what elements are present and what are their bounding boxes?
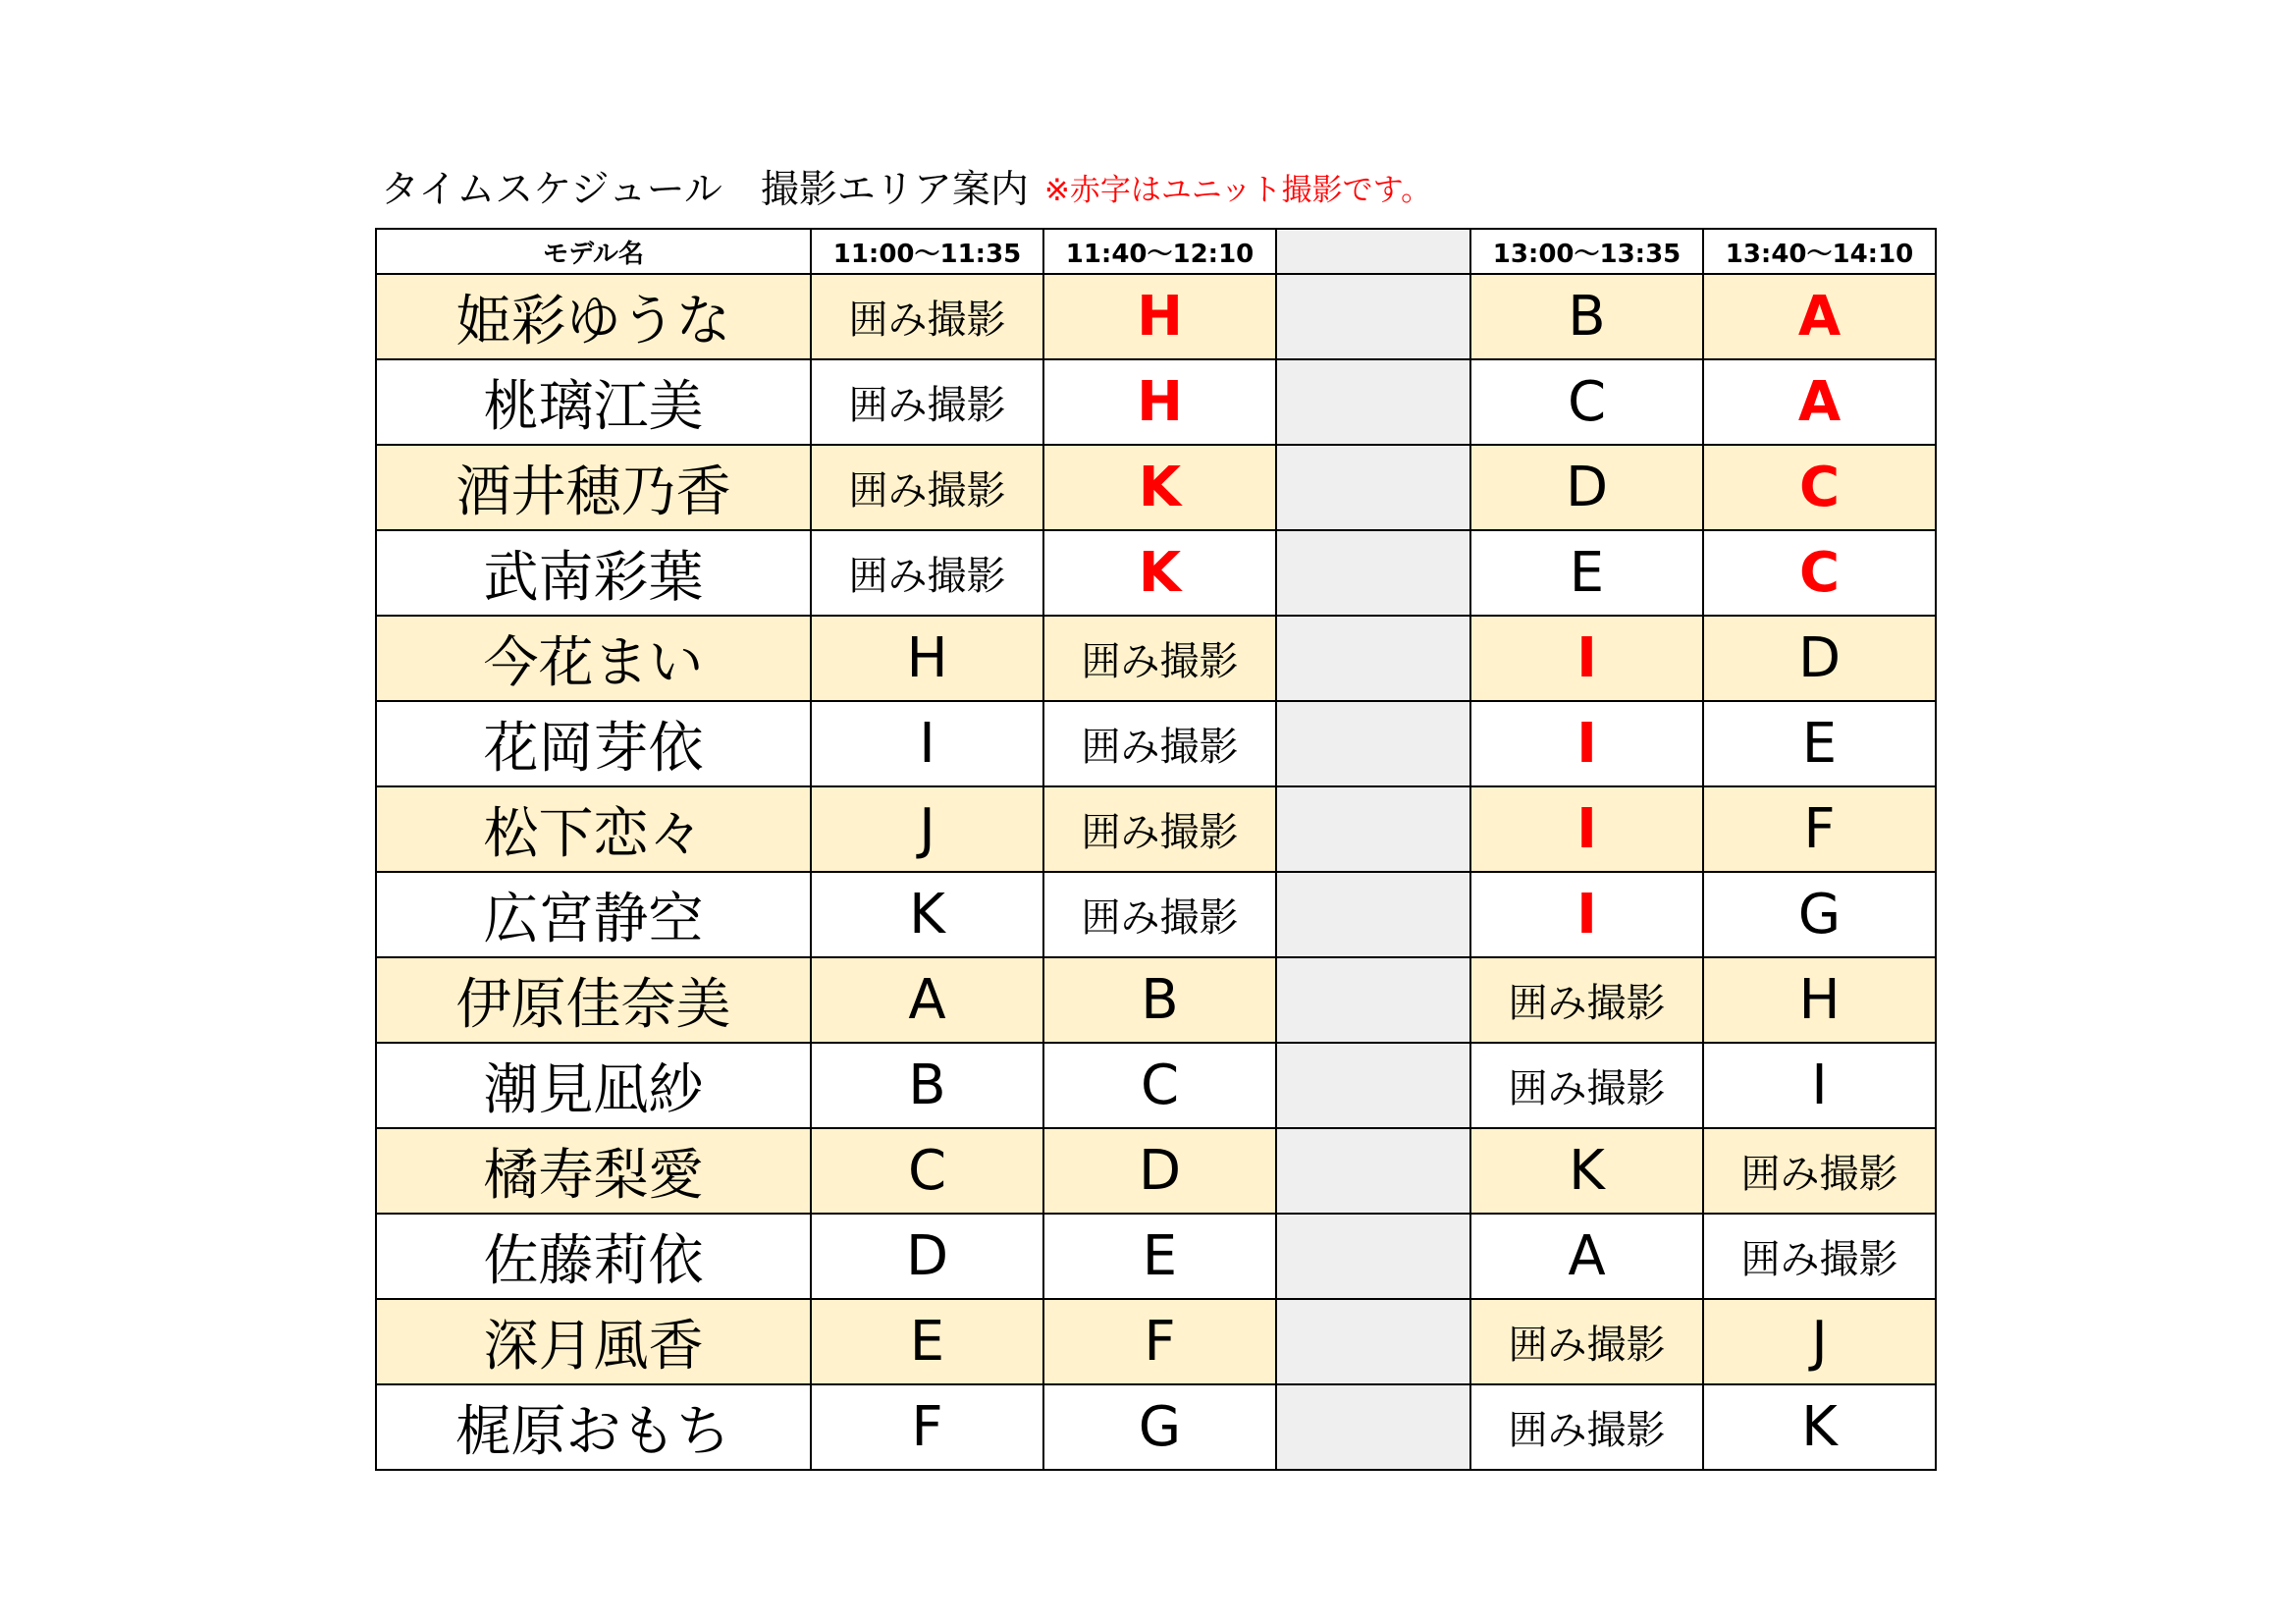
unit-shooting-note: ※赤字はユニット撮影です。 — [1043, 172, 1432, 208]
slot-1-cell: C — [811, 1128, 1043, 1214]
slot-2-cell: 囲み撮影 — [1043, 701, 1276, 786]
header-slot-2: 11:40〜12:10 — [1043, 229, 1276, 274]
table-row — [376, 274, 1936, 359]
header-break — [1276, 229, 1470, 274]
model-name: 橘寿梨愛 — [376, 1128, 811, 1214]
slot-1-cell: I — [811, 701, 1043, 786]
slot-4-cell: G — [1703, 872, 1936, 957]
slot-1-cell: 囲み撮影 — [811, 445, 1043, 530]
slot-4-cell: 囲み撮影 — [1703, 1128, 1936, 1214]
slot-3-cell: E — [1470, 530, 1703, 616]
break-cell — [1276, 1384, 1470, 1470]
slot-1-cell: A — [811, 957, 1043, 1043]
table-row — [376, 701, 1936, 786]
table-row — [376, 1128, 1936, 1214]
break-cell — [1276, 1128, 1470, 1214]
table-row — [376, 1043, 1936, 1128]
model-name: 潮見凪紗 — [376, 1043, 811, 1128]
slot-4-cell: J — [1703, 1299, 1936, 1384]
slot-3-cell: 囲み撮影 — [1470, 1043, 1703, 1128]
slot-4-cell: A — [1703, 359, 1936, 445]
slot-2-cell: H — [1043, 274, 1276, 359]
break-cell — [1276, 1299, 1470, 1384]
slot-4-cell: A — [1703, 274, 1936, 359]
slot-1-cell: H — [811, 616, 1043, 701]
table-row — [376, 616, 1936, 701]
table-row — [376, 1214, 1936, 1299]
model-name: 伊原佳奈美 — [376, 957, 811, 1043]
header-slot-1: 11:00〜11:35 — [811, 229, 1043, 274]
table-row — [376, 1299, 1936, 1384]
slot-2-cell: K — [1043, 445, 1276, 530]
model-name: 酒井穂乃香 — [376, 445, 811, 530]
slot-1-cell: K — [811, 872, 1043, 957]
slot-4-cell: D — [1703, 616, 1936, 701]
table-row — [376, 359, 1936, 445]
break-cell — [1276, 530, 1470, 616]
slot-1-cell: B — [811, 1043, 1043, 1128]
slot-4-cell: F — [1703, 786, 1936, 872]
slot-3-cell: I — [1470, 616, 1703, 701]
slot-3-cell: 囲み撮影 — [1470, 957, 1703, 1043]
slot-1-cell: 囲み撮影 — [811, 274, 1043, 359]
slot-2-cell: D — [1043, 1128, 1276, 1214]
break-cell — [1276, 957, 1470, 1043]
slot-2-cell: 囲み撮影 — [1043, 616, 1276, 701]
slot-3-cell: 囲み撮影 — [1470, 1299, 1703, 1384]
slot-2-cell: E — [1043, 1214, 1276, 1299]
slot-4-cell: K — [1703, 1384, 1936, 1470]
break-cell — [1276, 1214, 1470, 1299]
slot-1-cell: J — [811, 786, 1043, 872]
slot-1-cell: F — [811, 1384, 1043, 1470]
table-row — [376, 1384, 1936, 1470]
slot-3-cell: D — [1470, 445, 1703, 530]
table-row — [376, 872, 1936, 957]
header-model-name: モデル名 — [376, 229, 811, 274]
slot-2-cell: C — [1043, 1043, 1276, 1128]
break-cell — [1276, 616, 1470, 701]
table-row — [376, 786, 1936, 872]
break-cell — [1276, 359, 1470, 445]
slot-1-cell: 囲み撮影 — [811, 359, 1043, 445]
break-cell — [1276, 872, 1470, 957]
slot-3-cell: K — [1470, 1128, 1703, 1214]
break-cell — [1276, 786, 1470, 872]
slot-2-cell: 囲み撮影 — [1043, 872, 1276, 957]
slot-3-cell: I — [1470, 872, 1703, 957]
slot-1-cell: 囲み撮影 — [811, 530, 1043, 616]
slot-4-cell: 囲み撮影 — [1703, 1214, 1936, 1299]
model-name: 梶原おもち — [376, 1384, 811, 1470]
slot-2-cell: K — [1043, 530, 1276, 616]
table-row — [376, 530, 1936, 616]
slot-3-cell: I — [1470, 701, 1703, 786]
slot-4-cell: H — [1703, 957, 1936, 1043]
slot-2-cell: G — [1043, 1384, 1276, 1470]
break-cell — [1276, 701, 1470, 786]
header-slot-3: 13:00〜13:35 — [1470, 229, 1703, 274]
slot-4-cell: E — [1703, 701, 1936, 786]
slot-2-cell: H — [1043, 359, 1276, 445]
model-name: 花岡芽依 — [376, 701, 811, 786]
slot-3-cell: C — [1470, 359, 1703, 445]
model-name: 桃璃江美 — [376, 359, 811, 445]
slot-4-cell: I — [1703, 1043, 1936, 1128]
slot-1-cell: E — [811, 1299, 1043, 1384]
model-name: 広宮静空 — [376, 872, 811, 957]
model-name: 武南彩葉 — [376, 530, 811, 616]
break-cell — [1276, 274, 1470, 359]
break-cell — [1276, 1043, 1470, 1128]
model-name: 今花まい — [376, 616, 811, 701]
schedule-body — [376, 274, 1936, 1470]
slot-2-cell: B — [1043, 957, 1276, 1043]
page-title: タイムスケジュール 撮影エリア案内 — [381, 168, 1029, 212]
slot-3-cell: I — [1470, 786, 1703, 872]
schedule-table — [375, 228, 1937, 1471]
break-cell — [1276, 445, 1470, 530]
slot-4-cell: C — [1703, 445, 1936, 530]
slot-3-cell: B — [1470, 274, 1703, 359]
slot-2-cell: 囲み撮影 — [1043, 786, 1276, 872]
model-name: 深月風香 — [376, 1299, 811, 1384]
page-heading — [381, 162, 1431, 211]
slot-3-cell: A — [1470, 1214, 1703, 1299]
header-slot-4: 13:40〜14:10 — [1703, 229, 1936, 274]
table-row — [376, 445, 1936, 530]
slot-1-cell: D — [811, 1214, 1043, 1299]
slot-2-cell: F — [1043, 1299, 1276, 1384]
table-row — [376, 957, 1936, 1043]
model-name: 松下恋々 — [376, 786, 811, 872]
model-name: 姫彩ゆうな — [376, 274, 811, 359]
slot-3-cell: 囲み撮影 — [1470, 1384, 1703, 1470]
slot-4-cell: C — [1703, 530, 1936, 616]
model-name: 佐藤莉依 — [376, 1214, 811, 1299]
header-row — [376, 229, 1936, 274]
